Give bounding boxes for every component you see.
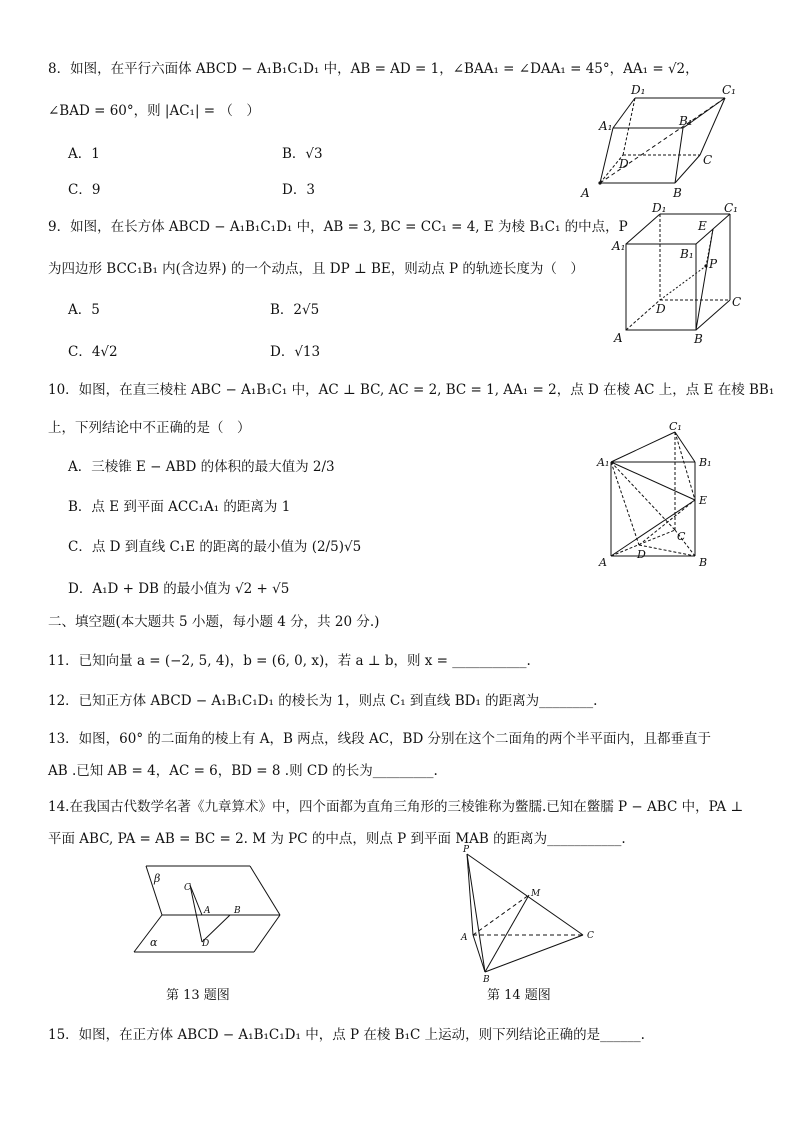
fig13-dihedral-figure — [130, 860, 290, 960]
q8-parallelepiped-figure — [575, 80, 750, 200]
q8-label-b: B — [673, 186, 682, 200]
q8-label-d1: D₁ — [631, 83, 646, 97]
fig14-caption: 第 14 题图 — [487, 988, 551, 1003]
fig14-label-m: M — [531, 889, 541, 899]
q9-label-c: C — [732, 295, 742, 309]
q9-option-b: B．2√5 — [270, 302, 320, 318]
fig13-label-c: C — [184, 883, 191, 893]
fig13-label-d: D — [202, 939, 210, 949]
q9-label-d: D — [656, 302, 666, 316]
q9-option-c: C．4√2 — [68, 344, 118, 360]
q8-stem-line2: ∠BAD = 60°，则 |AC₁| = （ ） — [48, 103, 260, 119]
q14-stem-line2: 平面 ABC, PA = AB = BC = 2. M 为 PC 的中点，则点 P 到平面 MAB 的距离为___________. — [48, 831, 626, 847]
q8-option-c: C．9 — [68, 182, 101, 198]
q10-label-b: B — [699, 556, 708, 569]
q14-stem-line1: 14.在我国古代数学名著《九章算术》中，四个面都为直角三角形的三棱锥称为鳖臑.已知在鳖臑 P − ABC 中，PA ⊥ — [48, 799, 744, 815]
q13-stem-line2: AB .已知 AB = 4，AC = 6，BD = 8 .则 CD 的长为_________. — [48, 763, 438, 779]
q15-stem: 15．如图，在正方体 ABCD − A₁B₁C₁D₁ 中，点 P 在棱 B₁C 上运动，则下列结论正确的是______. — [48, 1027, 645, 1043]
q10-stem-line2: 上，下列结论中不正确的是（ ） — [48, 420, 251, 436]
q10-label-c: C — [677, 530, 686, 543]
q9-label-b1: B₁ — [680, 247, 694, 261]
q10-label-b1: B₁ — [699, 456, 712, 469]
q9-option-d: D．√13 — [270, 344, 321, 360]
q10-stem-line1: 10．如图，在直三棱柱 ABC − A₁B₁C₁ 中，AC ⊥ BC, AC = 2, BC = 1, AA₁ = 2，点 D 在棱 AC 上，点 E 在棱 BB₁ — [48, 382, 775, 398]
q10-label-d: D — [637, 548, 646, 561]
fig14-label-c: C — [587, 931, 594, 941]
q10-label-e: E — [699, 494, 708, 507]
fig14-label-b: B — [483, 975, 490, 985]
q10-option-b: B．点 E 到平面 ACC₁A₁ 的距离为 1 — [68, 499, 291, 515]
q10-prism-figure — [595, 420, 725, 570]
fig13-label-beta: β — [154, 872, 161, 885]
q9-label-e: E — [698, 219, 707, 233]
q9-cuboid-figure — [610, 200, 750, 345]
section-2-heading: 二、填空题(本大题共 5 小题，每小题 4 分，共 20 分.) — [48, 614, 380, 630]
q8-stem-line1: 8．如图，在平行六面体 ABCD − A₁B₁C₁D₁ 中，AB = AD = 1，∠BAA₁ = ∠DAA₁ = 45°，AA₁ = √2， — [48, 61, 699, 77]
fig14-label-a: A — [461, 933, 468, 943]
q9-label-a: A — [614, 331, 623, 345]
q10-option-d: D．A₁D + DB 的最小值为 √2 + √5 — [68, 581, 290, 597]
q9-stem-line1: 9．如图，在长方体 ABCD − A₁B₁C₁D₁ 中，AB = 3, BC = CC₁ = 4, E 为棱 B₁C₁ 的中点，P — [48, 219, 628, 235]
fig13-label-alpha: α — [150, 936, 158, 949]
fig13-caption: 第 13 题图 — [166, 988, 230, 1003]
q11-stem: 11．已知向量 a = (−2, 5, 4)，b = (6, 0, x)，若 a ⊥ b，则 x = ___________. — [48, 653, 531, 669]
q8-label-a1: A₁ — [599, 119, 613, 133]
q8-label-d: D — [619, 157, 629, 171]
q8-option-a: A．1 — [68, 146, 100, 162]
q8-label-b1: B₁ — [679, 114, 693, 128]
fig13-label-b: B — [234, 906, 241, 916]
q9-label-a1: A₁ — [612, 239, 626, 253]
q9-option-a: A．5 — [68, 302, 100, 318]
q8-label-c: C — [703, 153, 713, 167]
q9-label-d1: D₁ — [652, 201, 667, 215]
fig14-tetrahedron-figure — [455, 842, 605, 985]
q8-label-a: A — [581, 186, 590, 200]
q10-label-a1: A₁ — [597, 456, 610, 469]
q10-option-c: C．点 D 到直线 C₁E 的距离的最小值为 (2/5)√5 — [68, 539, 362, 555]
q10-label-c1: C₁ — [669, 420, 682, 433]
fig13-label-a: A — [204, 906, 211, 916]
q12-stem: 12．已知正方体 ABCD − A₁B₁C₁D₁ 的棱长为 1，则点 C₁ 到直线 BD₁ 的距离为________. — [48, 693, 598, 709]
q9-label-c1: C₁ — [724, 201, 738, 215]
q9-stem-line2: 为四边形 BCC₁B₁ 内(含边界) 的一个动点，且 DP ⊥ BE，则动点 P 的轨迹长度为（ ） — [48, 261, 584, 277]
q10-label-a: A — [599, 556, 607, 569]
q10-option-a: A．三棱锥 E − ABD 的体积的最大值为 2/3 — [68, 459, 335, 475]
q9-label-p: P — [709, 257, 718, 271]
fig14-label-p: P — [463, 845, 470, 855]
q8-option-b: B．√3 — [282, 146, 323, 162]
q9-label-b: B — [694, 332, 703, 346]
q8-option-d: D．3 — [282, 182, 315, 198]
q8-label-c1: C₁ — [722, 83, 736, 97]
q13-stem-line1: 13．如图，60° 的二面角的棱上有 A，B 两点，线段 AC，BD 分别在这个二面角的两个半平面内，且都垂直于 — [48, 731, 712, 747]
